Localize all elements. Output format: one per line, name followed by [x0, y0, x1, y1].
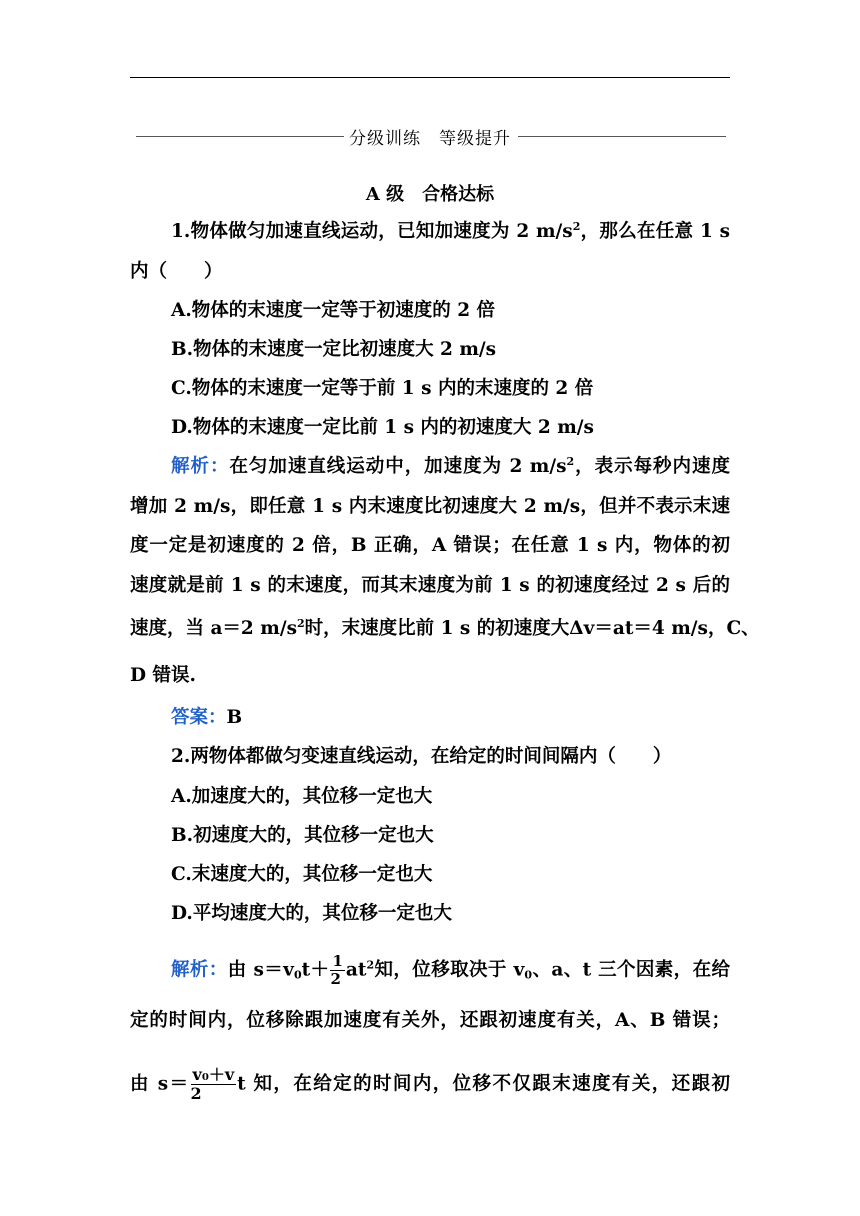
q1-analysis-line6: D 错误.	[130, 665, 196, 686]
q1-answer-value: B	[226, 707, 243, 728]
q1-option-d: D.物体的末速度一定比前 1 s 内的初速度大 2 m/s	[171, 417, 594, 438]
q1-stem-line2: 内（ ）	[130, 261, 223, 282]
q2-analysis-line2: 定的时间内，位移除跟加速度有关外，还跟初速度有关，A、B 错误；	[130, 1010, 730, 1031]
header-rule	[130, 77, 730, 78]
q1-analysis-line3: 度一定是初速度的 2 倍，B 正确，A 错误；在任意 1 s 内，物体的初	[130, 535, 730, 556]
q2-stem: 2.两物体都做匀变速直线运动，在给定的时间间隔内（ ）	[171, 746, 672, 767]
q1-answer-label: 答案：	[171, 707, 227, 728]
q1-analysis-line2: 增加 2 m/s，即任意 1 s 内末速度比初速度大 2 m/s，但并不表示末速	[130, 496, 730, 517]
q1-analysis-line4: 速度就是前 1 s 的末速度，而其末速度为前 1 s 的初速度经过 2 s 后的	[130, 575, 730, 596]
q2-option-a: A.加速度大的，其位移一定也大	[171, 786, 433, 807]
q1-analysis-line5: 速度，当 a＝2 $m/s^2$时，末速度比前 1 s 的初速度大Δv＝at＝4 m/s，C、	[130, 617, 760, 639]
q1-analysis-label: 解析：	[171, 456, 230, 477]
q1-stem-line1: 1.物体做匀加速直线运动，已知加速度为 2 $m/s^2$，那么在任意 1 s	[171, 220, 730, 242]
q2-analysis-line3: 由 s＝ $\frac{\text{v₀＋v}}{2}$ t 知，在给定的时间内，位移不仅跟末速度有关，还跟初	[130, 1065, 730, 1103]
section-banner	[130, 122, 730, 150]
q2-analysis-label: 解析：	[171, 959, 228, 981]
fraction-average-velocity: $\frac{\text{v₀＋v}}{2}$	[190, 1065, 235, 1103]
q1-analysis-line1: 解析：在匀加速直线运动中，加速度为 2 $m/s^2$，表示每秒内速度	[171, 455, 730, 477]
level-title: A 级 合格达标	[365, 184, 495, 205]
q2-option-b: B.初速度大的，其位移一定也大	[171, 825, 434, 846]
q2-option-c: C.末速度大的，其位移一定也大	[171, 864, 433, 885]
q1-option-c: C.物体的末速度一定等于前 1 s 内的末速度的 2 倍	[171, 378, 594, 399]
fraction-one-half: $\frac{1}{2}$	[330, 952, 343, 988]
q1-option-b: B.物体的末速度一定比初速度大 2 m/s	[171, 339, 497, 360]
banner-text: 分级训练 等级提升	[349, 129, 511, 149]
q2-analysis-line1: 解析：由 $s=v_0t+$ $\frac{1}{2}$ $at^2$知，位移取决于 $v_0$、a、t 三个因素，在给	[171, 952, 730, 988]
q2-option-d: D.平均速度大的，其位移一定也大	[171, 903, 452, 924]
q1-option-a: A.物体的末速度一定等于初速度的 2 倍	[171, 300, 496, 321]
q1-answer	[171, 705, 730, 731]
